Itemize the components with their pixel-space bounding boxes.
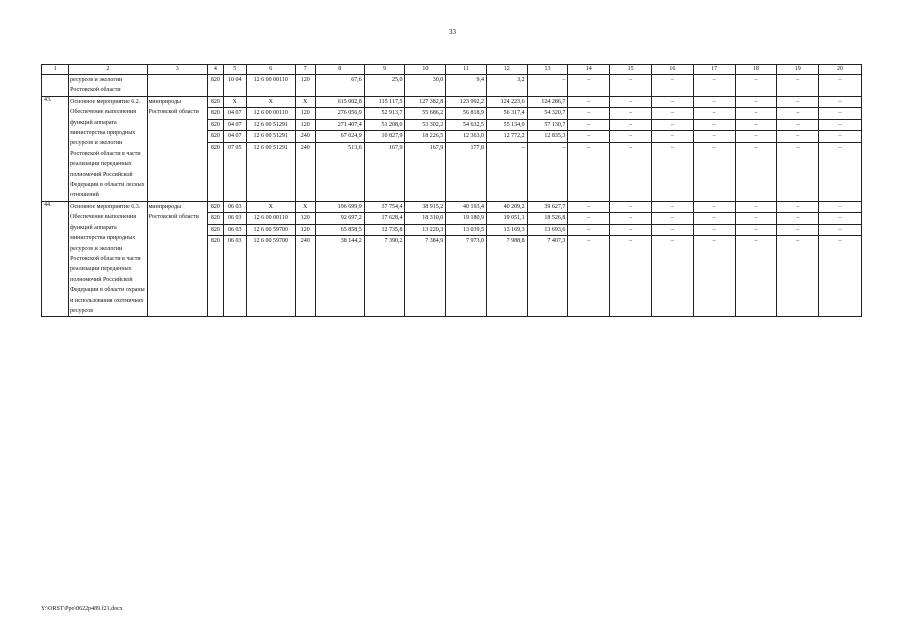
- table-cell: 120: [295, 213, 315, 225]
- table-cell: 10 04: [223, 75, 246, 97]
- table-cell: 820: [208, 119, 224, 131]
- footer-file-path: Y:\ORST\Ppo\0622p489.f21.docx: [41, 606, 123, 612]
- table-cell: –: [735, 119, 777, 131]
- table-cell: 13 693,6: [527, 224, 568, 236]
- table-cell: –: [735, 142, 777, 153]
- table-cell: –: [819, 201, 862, 213]
- empty-cell: [223, 247, 246, 317]
- empty-cell: [486, 247, 527, 317]
- empty-cell: [693, 153, 735, 201]
- table-cell: 12 772,2: [486, 131, 527, 143]
- table-cell: –: [651, 142, 693, 153]
- table-cell: 06 03: [223, 201, 246, 213]
- table-cell: 276 056,9: [315, 108, 364, 120]
- table-cell: 65 858,5: [315, 224, 364, 236]
- table-cell: 820: [208, 96, 224, 108]
- column-header: 17: [693, 65, 735, 75]
- table-cell: 3,2: [486, 75, 527, 97]
- table-cell: 56 317,4: [486, 108, 527, 120]
- empty-cell: [819, 153, 862, 201]
- table-cell: –: [610, 131, 652, 143]
- table-cell: 820: [208, 75, 224, 97]
- table-cell: 120: [295, 75, 315, 97]
- table-cell: 124 223,6: [486, 96, 527, 108]
- table-cell: –: [651, 96, 693, 108]
- budget-table: [41, 64, 862, 317]
- empty-cell: [364, 153, 405, 201]
- table-cell: –: [777, 236, 819, 247]
- table-cell: X: [295, 201, 315, 213]
- table-cell: 615 002,8: [315, 96, 364, 108]
- table-cell: 12 6 00 00110: [246, 108, 295, 120]
- column-header: 20: [819, 65, 862, 75]
- column-header: 6: [246, 65, 295, 75]
- table-cell: 18 310,0: [405, 213, 446, 225]
- table-cell: 40 193,4: [446, 201, 487, 213]
- table-cell: –: [693, 213, 735, 225]
- empty-cell: [777, 153, 819, 201]
- table-cell: –: [819, 96, 862, 108]
- row-executor-cell: минприроды Ростовской области: [147, 201, 208, 316]
- column-header: 19: [777, 65, 819, 75]
- table-cell: 12 6 00 59700: [246, 236, 295, 247]
- empty-cell: [527, 153, 568, 201]
- column-header: 11: [446, 65, 487, 75]
- table-cell: –: [693, 201, 735, 213]
- table-cell: 820: [208, 201, 224, 213]
- table-cell: –: [651, 131, 693, 143]
- table-cell: –: [693, 142, 735, 153]
- empty-cell: [315, 247, 364, 317]
- table-cell: 12 6 00 00110: [246, 213, 295, 225]
- table-cell: –: [819, 108, 862, 120]
- table-cell: –: [610, 119, 652, 131]
- table-cell: –: [819, 142, 862, 153]
- table-cell: –: [486, 142, 527, 153]
- table-cell: 271 407,4: [315, 119, 364, 131]
- empty-cell: [693, 247, 735, 317]
- table-cell: –: [651, 213, 693, 225]
- table-cell: –: [610, 75, 652, 97]
- table-cell: 40 209,2: [486, 201, 527, 213]
- row-index-cell: 44.: [42, 201, 69, 316]
- table-cell: –: [568, 96, 610, 108]
- empty-cell: [208, 153, 224, 201]
- table-cell: –: [735, 224, 777, 236]
- table-cell: X: [223, 96, 246, 108]
- page-number: 33: [449, 28, 456, 36]
- table-cell: –: [819, 224, 862, 236]
- table-cell: –: [819, 213, 862, 225]
- column-header: 10: [405, 65, 446, 75]
- table-cell: –: [527, 142, 568, 153]
- table-row: [42, 75, 862, 97]
- table-cell: 13 039,5: [446, 224, 487, 236]
- table-cell: –: [777, 201, 819, 213]
- table-cell: 54 320,7: [527, 108, 568, 120]
- table-cell: 820: [208, 142, 224, 153]
- empty-cell: [223, 153, 246, 201]
- table-cell: 06 03: [223, 236, 246, 247]
- table-cell: –: [651, 75, 693, 97]
- table-cell: –: [693, 108, 735, 120]
- empty-cell: [651, 153, 693, 201]
- table-cell: –: [735, 213, 777, 225]
- empty-cell: [651, 247, 693, 317]
- table-cell: –: [610, 201, 652, 213]
- column-header: 15: [610, 65, 652, 75]
- table-cell: 13 220,3: [405, 224, 446, 236]
- table-cell: –: [651, 119, 693, 131]
- empty-cell: [819, 247, 862, 317]
- table-cell: –: [527, 75, 568, 97]
- empty-cell: [405, 247, 446, 317]
- table-cell: –: [693, 75, 735, 97]
- table-cell: –: [651, 108, 693, 120]
- table-cell: 120: [295, 119, 315, 131]
- empty-cell: [295, 153, 315, 201]
- table-cell: –: [693, 236, 735, 247]
- empty-cell: [246, 247, 295, 317]
- table-cell: –: [568, 201, 610, 213]
- empty-cell: [568, 247, 610, 317]
- table-cell: 39 627,7: [527, 201, 568, 213]
- table-cell: –: [777, 75, 819, 97]
- table-header-row: [42, 65, 862, 75]
- table-cell: 04 07: [223, 131, 246, 143]
- column-header: 3: [147, 65, 208, 75]
- table-cell: –: [693, 119, 735, 131]
- table-cell: 12 6 00 00110: [246, 75, 295, 97]
- table-cell: –: [777, 119, 819, 131]
- table-cell: 7 988,8: [486, 236, 527, 247]
- table-cell: 53 302,2: [405, 119, 446, 131]
- table-cell: –: [819, 119, 862, 131]
- table-cell: 37 754,4: [364, 201, 405, 213]
- row-executor-cell: [147, 75, 208, 97]
- empty-cell: [486, 153, 527, 201]
- table-cell: 07 05: [223, 142, 246, 153]
- table-cell: –: [777, 131, 819, 143]
- table-cell: 55 134,0: [486, 119, 527, 131]
- column-header: 18: [735, 65, 777, 75]
- table-cell: 12 6 00 51291: [246, 119, 295, 131]
- table-cell: 120: [295, 224, 315, 236]
- table-cell: –: [735, 131, 777, 143]
- table-cell: 196 699,9: [315, 201, 364, 213]
- table-cell: 04 07: [223, 108, 246, 120]
- table-cell: 19 180,9: [446, 213, 487, 225]
- table-cell: 06 03: [223, 213, 246, 225]
- table-cell: 18 526,8: [527, 213, 568, 225]
- table-cell: –: [651, 236, 693, 247]
- table-cell: –: [568, 224, 610, 236]
- table-cell: –: [693, 131, 735, 143]
- table-cell: 19 051,1: [486, 213, 527, 225]
- table-cell: 92 697,2: [315, 213, 364, 225]
- table-cell: 240: [295, 142, 315, 153]
- column-header: 5: [223, 65, 246, 75]
- table-cell: 7 384,9: [405, 236, 446, 247]
- table-cell: –: [819, 236, 862, 247]
- table-cell: 240: [295, 236, 315, 247]
- table-cell: 38 144,2: [315, 236, 364, 247]
- empty-cell: [527, 247, 568, 317]
- table-cell: –: [651, 201, 693, 213]
- table-cell: –: [610, 224, 652, 236]
- table-cell: –: [693, 224, 735, 236]
- table-cell: –: [568, 213, 610, 225]
- table-cell: 52 913,7: [364, 108, 405, 120]
- table-cell: 67 024,9: [315, 131, 364, 143]
- table-row: [42, 201, 862, 213]
- empty-cell: [446, 247, 487, 317]
- empty-cell: [735, 247, 777, 317]
- table-cell: 38 915,2: [405, 201, 446, 213]
- table-cell: 10 827,9: [364, 131, 405, 143]
- budget-table-sheet: [41, 64, 862, 548]
- table-cell: X: [246, 96, 295, 108]
- table-cell: 120: [295, 108, 315, 120]
- table-cell: X: [295, 96, 315, 108]
- table-cell: 54 632,5: [446, 119, 487, 131]
- table-cell: 18 226,5: [405, 131, 446, 143]
- table-cell: –: [777, 108, 819, 120]
- table-cell: –: [610, 96, 652, 108]
- table-cell: 115 117,5: [364, 96, 405, 108]
- table-cell: 7 973,0: [446, 236, 487, 247]
- table-cell: –: [610, 236, 652, 247]
- table-cell: 12 6 00 59700: [246, 224, 295, 236]
- table-cell: –: [819, 75, 862, 97]
- table-cell: –: [777, 96, 819, 108]
- table-cell: 04 07: [223, 119, 246, 131]
- row-name-cell: ресурсов и экологии Ростовской области: [69, 75, 147, 97]
- empty-cell: [208, 247, 224, 317]
- table-cell: –: [568, 236, 610, 247]
- table-cell: 240: [295, 131, 315, 143]
- table-cell: 30,0: [405, 75, 446, 97]
- column-header: 14: [568, 65, 610, 75]
- table-cell: –: [693, 96, 735, 108]
- table-cell: 67,6: [315, 75, 364, 97]
- column-header: 8: [315, 65, 364, 75]
- table-cell: 9,4: [446, 75, 487, 97]
- table-cell: 12 6 00 51291: [246, 131, 295, 143]
- table-cell: 127 382,8: [405, 96, 446, 108]
- table-cell: 177,8: [446, 142, 487, 153]
- table-cell: 123 992,2: [446, 96, 487, 108]
- table-row: [42, 96, 862, 108]
- empty-cell: [405, 153, 446, 201]
- table-cell: –: [777, 224, 819, 236]
- empty-cell: [610, 153, 652, 201]
- table-cell: 167,9: [405, 142, 446, 153]
- table-cell: –: [735, 108, 777, 120]
- row-name-cell: Основное мероприятие 6.3. Обеспечение выполнения функций аппарата министерства природных ресурсов и экологии Ростовской области в части реализации переданных полномочий Российской Федерации в области охраны и использования охотничьих ресурсов: [69, 201, 147, 316]
- table-cell: 7 390,2: [364, 236, 405, 247]
- table-cell: 124 286,7: [527, 96, 568, 108]
- column-header: 12: [486, 65, 527, 75]
- table-cell: –: [777, 142, 819, 153]
- table-cell: –: [568, 131, 610, 143]
- table-cell: 820: [208, 213, 224, 225]
- column-header: 7: [295, 65, 315, 75]
- table-cell: 820: [208, 108, 224, 120]
- table-cell: –: [735, 201, 777, 213]
- table-cell: 820: [208, 224, 224, 236]
- row-name-cell: Основное мероприятие 6.2. Обеспечение выполнения функций аппарата министерства природных ресурсов и экологии Ростовской области в части реализации переданных полномочий Российской Федерации в области лесных отношений: [69, 96, 147, 201]
- table-cell: 12 835,3: [527, 131, 568, 143]
- empty-cell: [610, 247, 652, 317]
- table-cell: 820: [208, 131, 224, 143]
- empty-cell: [246, 153, 295, 201]
- table-cell: 167,9: [364, 142, 405, 153]
- table-cell: 7 407,3: [527, 236, 568, 247]
- row-executor-cell: минприроды Ростовской области: [147, 96, 208, 201]
- table-cell: 56 818,9: [446, 108, 487, 120]
- empty-cell: [777, 247, 819, 317]
- table-cell: X: [246, 201, 295, 213]
- table-cell: –: [819, 131, 862, 143]
- table-cell: –: [651, 224, 693, 236]
- column-header: 4: [208, 65, 224, 75]
- column-header: 16: [651, 65, 693, 75]
- table-cell: 13 169,3: [486, 224, 527, 236]
- table-cell: 57 130,7: [527, 119, 568, 131]
- table-cell: 820: [208, 236, 224, 247]
- table-cell: –: [610, 213, 652, 225]
- table-cell: –: [568, 75, 610, 97]
- table-cell: 55 686,2: [405, 108, 446, 120]
- table-cell: 513,6: [315, 142, 364, 153]
- empty-cell: [364, 247, 405, 317]
- table-cell: 12 6 00 51291: [246, 142, 295, 153]
- empty-cell: [315, 153, 364, 201]
- table-cell: 12 363,0: [446, 131, 487, 143]
- row-index-cell: 43.: [42, 96, 69, 201]
- table-cell: 25,0: [364, 75, 405, 97]
- table-cell: –: [610, 142, 652, 153]
- empty-cell: [735, 153, 777, 201]
- table-cell: –: [735, 75, 777, 97]
- empty-cell: [446, 153, 487, 201]
- table-cell: –: [735, 96, 777, 108]
- table-cell: –: [568, 142, 610, 153]
- column-header: 9: [364, 65, 405, 75]
- column-header: 1: [42, 65, 69, 75]
- table-cell: –: [735, 236, 777, 247]
- table-cell: 51 208,0: [364, 119, 405, 131]
- table-cell: –: [610, 108, 652, 120]
- column-header: 13: [527, 65, 568, 75]
- table-cell: 17 628,4: [364, 213, 405, 225]
- table-cell: –: [777, 213, 819, 225]
- column-header: 2: [69, 65, 147, 75]
- empty-cell: [295, 247, 315, 317]
- table-cell: –: [568, 108, 610, 120]
- empty-cell: [568, 153, 610, 201]
- table-cell: 06 03: [223, 224, 246, 236]
- table-cell: 12 735,8: [364, 224, 405, 236]
- table-cell: –: [568, 119, 610, 131]
- row-index-cell: [42, 75, 69, 97]
